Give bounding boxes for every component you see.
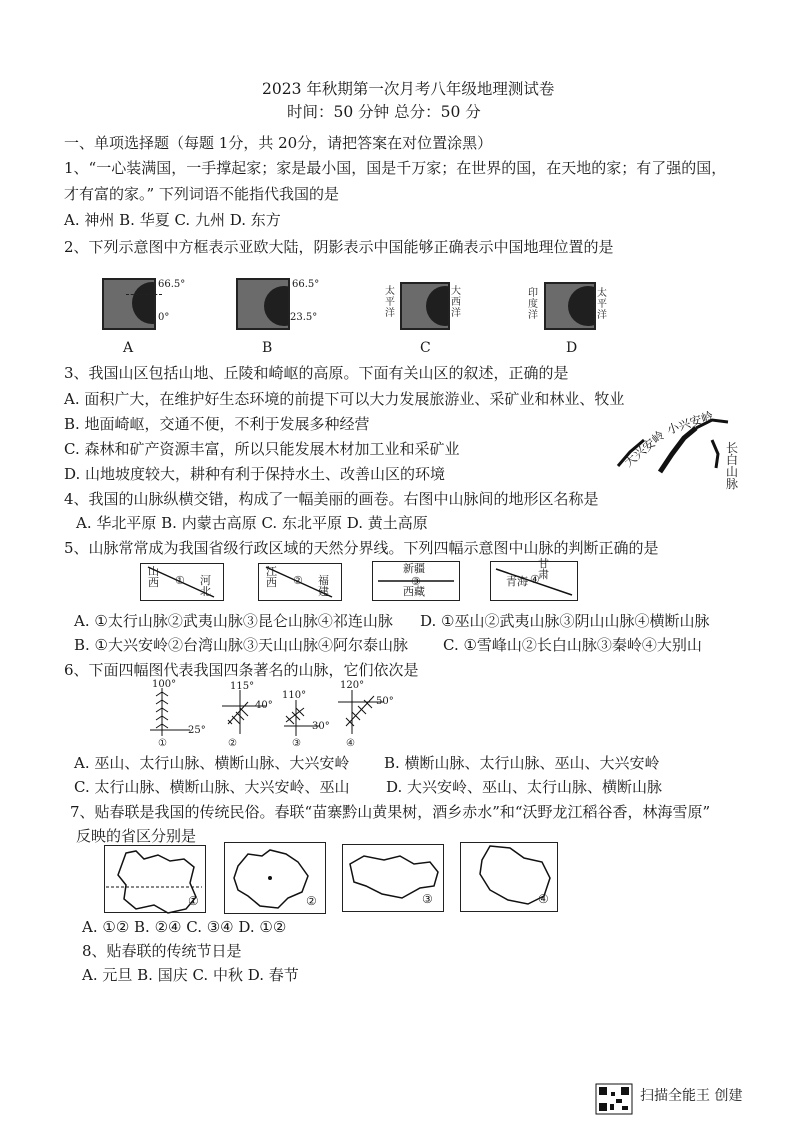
q5-option-c: C. ①雪峰山②长白山脉③秦岭④大别山 bbox=[443, 636, 702, 654]
china-shade bbox=[568, 286, 596, 326]
map-label-changbai: 长白山脉 bbox=[726, 441, 739, 491]
longitude-label: 110° bbox=[282, 690, 307, 701]
q6-option-c: C. 太行山脉、横断山脉、大兴安岭、巫山 bbox=[74, 778, 350, 796]
q6-option-d: D. 大兴安岭、巫山、太行山脉、横断山脉 bbox=[386, 778, 663, 796]
latitude-label: 25° bbox=[188, 725, 206, 736]
map-label-daxinganling: 大兴安岭 bbox=[621, 428, 668, 470]
map-number: ① bbox=[188, 894, 199, 908]
q4-options: A. 华北平原 B. 内蒙古高原 C. 东北平原 D. 黄土高原 bbox=[76, 514, 428, 532]
q3-option-d: D. 山地坡度较大，耕种有利于保持水土、改善山区的环境 bbox=[64, 465, 446, 483]
mountain-number: ③ bbox=[411, 575, 421, 588]
option-label: C bbox=[420, 340, 431, 356]
q1-line1: 1、“一心装满国，一手撑起家；家是最小国，国是千万家；在世界的国，在天地的家；有了强的国， bbox=[64, 159, 727, 177]
q4-stem: 4、我国的山脉纵横交错，构成了一幅美丽的画卷。右图中山脉间的地形区名称是 bbox=[64, 490, 599, 508]
eurasia-box bbox=[102, 278, 156, 330]
lat-label: 0° bbox=[158, 312, 170, 323]
latitude-label: 40° bbox=[255, 700, 273, 711]
qr-code-icon bbox=[596, 1084, 632, 1114]
longitude-label: 120° bbox=[340, 680, 365, 691]
q5-option-b: B. ①大兴安岭②台湾山脉③天山山脉④阿尔泰山脉 bbox=[74, 636, 409, 654]
china-shade bbox=[264, 286, 290, 326]
longitude-label: 115° bbox=[230, 681, 255, 692]
q3-option-c: C. 森林和矿产资源丰富，所以只能发展木材加工业和采矿业 bbox=[64, 440, 460, 458]
china-shade bbox=[132, 282, 156, 324]
lat-label: 66.5° bbox=[158, 279, 186, 290]
map-number: ③ bbox=[422, 892, 433, 906]
q8-stem: 8、贴春联的传统节日是 bbox=[82, 942, 242, 960]
province-label: 山西 bbox=[148, 565, 159, 589]
q7-line2: 反映的省区分别是 bbox=[76, 827, 197, 845]
province-label: 西藏 bbox=[403, 585, 425, 598]
ocean-label: 印度洋 bbox=[528, 288, 538, 321]
figure-number: ④ bbox=[346, 738, 355, 749]
option-label: B bbox=[262, 340, 273, 356]
q5-option-d: D. ①巫山②武夷山脉③阴山山脉④横断山脉 bbox=[420, 612, 710, 630]
option-label: D bbox=[566, 340, 578, 356]
eurasia-box bbox=[236, 278, 290, 330]
figure-number: ③ bbox=[292, 738, 301, 749]
q1-line2: 才有富的家。” 下列词语不能指代我国的是 bbox=[64, 185, 339, 203]
figure-number: ① bbox=[158, 738, 167, 749]
watermark-text: 扫描全能王 创建 bbox=[640, 1088, 743, 1104]
q8-options: A. 元旦 B. 国庆 C. 中秋 D. 春节 bbox=[82, 966, 299, 984]
q7-options: A. ①② B. ②④ C. ③④ D. ①② bbox=[82, 918, 287, 936]
latitude-label: 30° bbox=[312, 721, 330, 732]
eurasia-box bbox=[400, 282, 450, 330]
q7-line1: 7、贴春联是我国的传统民俗。春联“苗寨黔山黄果树，酒乡赤水”和“沃野龙江稻谷香，林海雪原” bbox=[70, 803, 711, 821]
province-label: 青海 bbox=[506, 575, 528, 588]
province-label: 河北 bbox=[200, 574, 211, 598]
mountain-number: ④ bbox=[530, 573, 540, 586]
q3-option-b: B. 地面崎岖，交通不便，不利于发展多种经营 bbox=[64, 415, 370, 433]
q5-option-a: A. ①太行山脉②武夷山脉③昆仑山脉④祁连山脉 bbox=[74, 612, 393, 630]
map-number: ④ bbox=[538, 892, 549, 906]
province-label: 福建 bbox=[318, 574, 329, 598]
lat-label: 23.5° bbox=[290, 312, 318, 323]
section-heading: 一、单项选择题（每题 1分，共 20分，请把答案在对位置涂黑） bbox=[64, 134, 493, 152]
province-label: 江西 bbox=[266, 565, 277, 589]
china-shade bbox=[426, 286, 450, 326]
lat-label: 66.5° bbox=[292, 279, 320, 290]
q6-stem: 6、下面四幅图代表我国四条著名的山脉，它们依次是 bbox=[64, 661, 419, 679]
figure-number: ② bbox=[228, 738, 237, 749]
exam-subtitle: 时间：50 分钟 总分：50 分 bbox=[287, 103, 481, 121]
map-number: ② bbox=[306, 894, 317, 908]
ocean-label: 大西洋 bbox=[451, 286, 461, 319]
province-label: 甘肃 bbox=[538, 557, 549, 581]
eurasia-box bbox=[544, 282, 596, 330]
ocean-label: 太平洋 bbox=[597, 288, 607, 321]
exam-title: 2023 年秋期第一次月考八年级地理测试卷 bbox=[262, 80, 555, 98]
q5-stem: 5、山脉常常成为我国省级行政区域的天然分界线。下列四幅示意图中山脉的判断正确的是 bbox=[64, 539, 659, 557]
q3-option-a: A. 面积广大，在维护好生态环境的前提下可以大力发展旅游业、采矿业和林业、牧业 bbox=[64, 390, 625, 408]
map-label-xiaoxinganling: 小兴安岭 bbox=[665, 408, 716, 438]
mountain-number: ② bbox=[293, 574, 303, 587]
q6-option-b: B. 横断山脉、太行山脉、巫山、大兴安岭 bbox=[384, 754, 660, 772]
ocean-label: 太平洋 bbox=[385, 286, 395, 319]
option-label: A bbox=[123, 340, 134, 356]
q6-option-a: A. 巫山、太行山脉、横断山脉、大兴安岭 bbox=[74, 754, 350, 772]
q3-stem: 3、我国山区包括山地、丘陵和崎岖的高原。下面有关山区的叙述，正确的是 bbox=[64, 364, 569, 382]
q2-stem: 2、下列示意图中方框表示亚欧大陆，阴影表示中国能够正确表示中国地理位置的是 bbox=[64, 238, 614, 256]
q1-options: A. 神州 B. 华夏 C. 九州 D. 东方 bbox=[64, 211, 281, 229]
latitude-label: 50° bbox=[376, 696, 394, 707]
province-label: 新疆 bbox=[403, 562, 425, 575]
mountain-number: ① bbox=[175, 574, 185, 587]
longitude-label: 100° bbox=[152, 679, 177, 690]
